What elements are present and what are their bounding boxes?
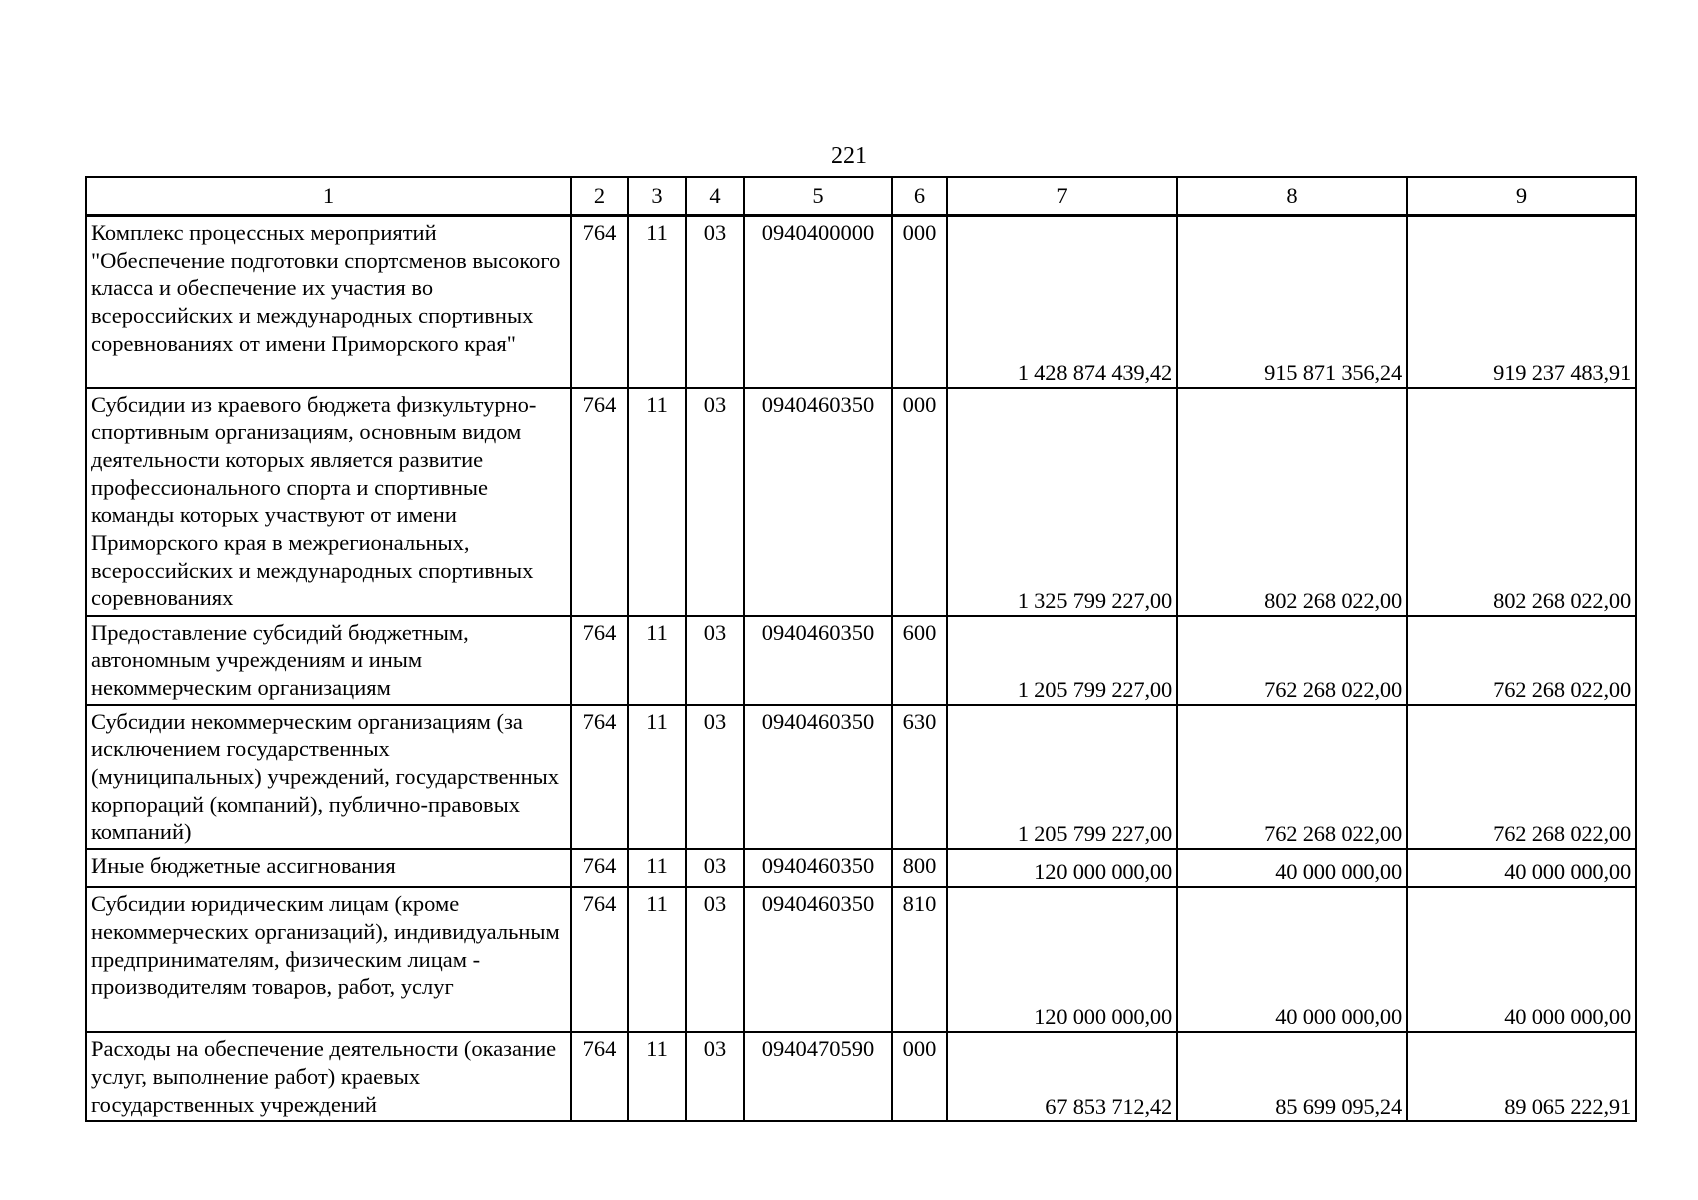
amount-column-8: 762 268 022,00 [1177,705,1407,850]
page-number: 221 [831,143,867,169]
subsection-code: 03 [686,705,744,850]
amount-column-9: 40 000 000,00 [1407,849,1636,887]
ministry-code: 764 [571,887,628,1032]
ministry-code: 764 [571,849,628,887]
row-name: Комплекс процессных мероприятий "Обеспечение подготовки спортсменов высокого класса и обеспечение их участия во всероссийских и международных спортивных соревнованиях от имени Приморского края" [86,216,571,388]
row-name: Иные бюджетные ассигнования [86,849,571,887]
subsection-code: 03 [686,849,744,887]
expense-type-code: 000 [892,1032,947,1121]
section-code: 11 [628,705,686,850]
section-code: 11 [628,388,686,616]
amount-column-7: 120 000 000,00 [947,887,1177,1032]
budget-table [85,176,1637,1122]
table-row [86,705,1636,850]
subsection-code: 03 [686,887,744,1032]
table-row [86,849,1636,887]
expense-type-code: 800 [892,849,947,887]
section-code: 11 [628,1032,686,1121]
row-name: Субсидии из краевого бюджета физкультурно-спортивным организациям, основным видом деятельности которых является развитие профессионального спорта и спортивные команды которых участвуют от имени Приморского края в межрегиональных, всероссийских и международных спортивных соревнованиях [86,388,571,616]
amount-column-9: 762 268 022,00 [1407,616,1636,705]
table-header-row [86,177,1636,216]
amount-column-8: 40 000 000,00 [1177,849,1407,887]
row-name: Расходы на обеспечение деятельности (оказание услуг, выполнение работ) краевых государственных учреждений [86,1032,571,1121]
expense-type-code: 810 [892,887,947,1032]
amount-column-9: 89 065 222,91 [1407,1032,1636,1121]
amount-column-8: 915 871 356,24 [1177,216,1407,388]
target-article-code: 0940460350 [744,705,892,850]
amount-column-7: 1 205 799 227,00 [947,705,1177,850]
target-article-code: 0940470590 [744,1032,892,1121]
expense-type-code: 000 [892,388,947,616]
column-header-2: 2 [571,177,628,216]
column-header-7: 7 [947,177,1177,216]
section-code: 11 [628,887,686,1032]
amount-column-9: 802 268 022,00 [1407,388,1636,616]
section-code: 11 [628,216,686,388]
ministry-code: 764 [571,1032,628,1121]
ministry-code: 764 [571,616,628,705]
column-header-5: 5 [744,177,892,216]
column-header-1: 1 [86,177,571,216]
row-name: Субсидии юридическим лицам (кроме некоммерческих организаций), индивидуальным предпринимателям, физическим лицам - производителям товаров, работ, услуг [86,887,571,1032]
amount-column-9: 40 000 000,00 [1407,887,1636,1032]
amount-column-8: 762 268 022,00 [1177,616,1407,705]
amount-column-7: 1 325 799 227,00 [947,388,1177,616]
amount-column-7: 1 205 799 227,00 [947,616,1177,705]
expense-type-code: 600 [892,616,947,705]
column-header-9: 9 [1407,177,1636,216]
expense-type-code: 630 [892,705,947,850]
amount-column-8: 40 000 000,00 [1177,887,1407,1032]
table-row [86,388,1636,616]
amount-column-7: 67 853 712,42 [947,1032,1177,1121]
amount-column-7: 120 000 000,00 [947,849,1177,887]
column-header-8: 8 [1177,177,1407,216]
section-code: 11 [628,616,686,705]
subsection-code: 03 [686,616,744,705]
column-header-6: 6 [892,177,947,216]
amount-column-9: 762 268 022,00 [1407,705,1636,850]
target-article-code: 0940460350 [744,388,892,616]
column-header-3: 3 [628,177,686,216]
subsection-code: 03 [686,216,744,388]
ministry-code: 764 [571,216,628,388]
row-name: Предоставление субсидий бюджетным, автономным учреждениям и иным некоммерческим организациям [86,616,571,705]
target-article-code: 0940400000 [744,216,892,388]
expense-type-code: 000 [892,216,947,388]
row-name: Субсидии некоммерческим организациям (за исключением государственных (муниципальных) учреждений, государственных корпораций (компаний), публично-правовых компаний) [86,705,571,850]
target-article-code: 0940460350 [744,849,892,887]
target-article-code: 0940460350 [744,887,892,1032]
subsection-code: 03 [686,1032,744,1121]
table-row [86,1032,1636,1121]
subsection-code: 03 [686,388,744,616]
target-article-code: 0940460350 [744,616,892,705]
amount-column-7: 1 428 874 439,42 [947,216,1177,388]
table-row [86,616,1636,705]
amount-column-8: 802 268 022,00 [1177,388,1407,616]
amount-column-9: 919 237 483,91 [1407,216,1636,388]
amount-column-8: 85 699 095,24 [1177,1032,1407,1121]
table-row [86,887,1636,1032]
column-header-4: 4 [686,177,744,216]
section-code: 11 [628,849,686,887]
table-row [86,216,1636,388]
ministry-code: 764 [571,705,628,850]
ministry-code: 764 [571,388,628,616]
